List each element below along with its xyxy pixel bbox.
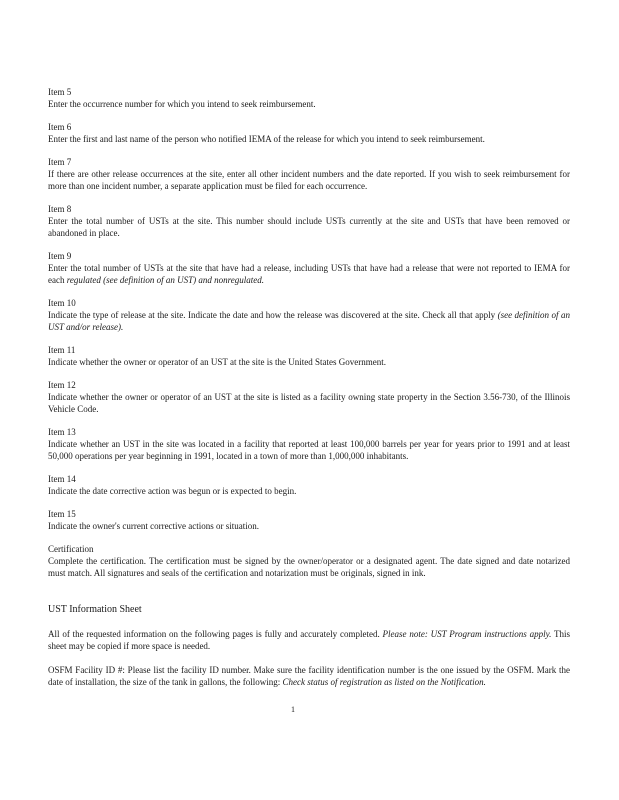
item-12 [48, 379, 570, 415]
item-heading: Item 15 [48, 509, 76, 519]
sheet-intro-paragraph [48, 628, 570, 652]
item-14 [48, 473, 570, 497]
item-description: Indicate whether an UST in the site was located in a facility that reported at least 100,000 barrels per year for years prior to 1991 and at least 50,000 operations per year beginning in 1991, located in a town of more than 1,000,000 inhabitants. [48, 439, 570, 461]
certification-description: Complete the certification. The certification must be signed by the owner/operator or a designated agent. The date signed and date notarized must match. All signatures and seals of the certification and notarization must be originals, signed in ink. [48, 556, 570, 578]
item-description: Enter the first and last name of the person who notified IEMA of the release for which you intend to seek reimbursement. [48, 134, 485, 144]
item-heading: Item 6 [48, 122, 72, 132]
certification-section [48, 543, 570, 579]
item-5 [48, 86, 570, 110]
item-text-main: Enter the total number of USTs at the site that have had a release, including USTs that have had a release that were not reported to IEMA for each [48, 263, 570, 285]
item-heading: Item 8 [48, 204, 72, 214]
paragraph-tail: This sheet may be copied if more space is needed. [48, 629, 570, 651]
certification-heading: Certification [48, 544, 94, 554]
item-text-emphasis: (see definition of an UST and/or release). [48, 310, 570, 332]
item-6 [48, 121, 570, 145]
ust-information-sheet-heading: UST Information Sheet [48, 604, 142, 615]
item-15 [48, 508, 570, 532]
paragraph-text: OSFM Facility ID #: Please list the facility ID number. Make sure the facility identification number is the one issued by the OSFM. Mark the date of installation, the size of the tank in gallons, the following: [48, 665, 570, 687]
item-text-main: Indicate the type of release at the site. Indicate the date and how the release was discovered at the site. Check all that apply [48, 310, 498, 320]
item-description: If there are other release occurrences at the site, enter all other incident numbers and the date reported. If you wish to seek reimbursement for more than one incident number, a separate application must be filed for each occurrence. [48, 169, 570, 191]
item-11 [48, 344, 570, 368]
item-description: Enter the occurrence number for which you intend to seek reimbursement. [48, 99, 316, 109]
item-text-emphasis: regulated (see definition of an UST) and nonregulated. [66, 275, 265, 285]
item-description [48, 309, 570, 333]
paragraph-emphasis: Please note: UST Program instructions apply. [382, 629, 552, 639]
item-description: Indicate the owner's current corrective actions or situation. [48, 521, 260, 531]
item-description [48, 262, 570, 286]
paragraph-emphasis: Check status of registration as listed on the Notification. [282, 677, 486, 687]
instructions-body [48, 86, 570, 700]
item-10 [48, 297, 570, 333]
item-heading: Item 9 [48, 251, 72, 261]
item-13 [48, 426, 570, 462]
item-description: Enter the total number of USTs at the site. This number should include USTs currently at the site and USTs that have been removed or abandoned in place. [48, 216, 570, 238]
item-7 [48, 156, 570, 192]
item-9 [48, 250, 570, 286]
item-heading: Item 10 [48, 298, 76, 308]
item-heading: Item 5 [48, 87, 72, 97]
paragraph-text: All of the requested information on the following pages is fully and accurately completed. [48, 629, 383, 639]
sheet-facility-id-paragraph [48, 664, 570, 688]
item-description: Indicate whether the owner or operator of an UST at the site is the United States Government. [48, 357, 386, 367]
item-heading: Item 11 [48, 345, 76, 355]
item-description: Indicate the date corrective action was begun or is expected to begin. [48, 486, 297, 496]
item-heading: Item 12 [48, 380, 76, 390]
item-heading: Item 14 [48, 474, 76, 484]
item-heading: Item 7 [48, 157, 72, 167]
item-heading: Item 13 [48, 427, 76, 437]
page-number: 1 [291, 705, 295, 714]
item-8 [48, 203, 570, 239]
item-description: Indicate whether the owner or operator of an UST at the site is listed as a facility owning state property in the Section 3.56-730, of the Illinois Vehicle Code. [48, 392, 570, 414]
